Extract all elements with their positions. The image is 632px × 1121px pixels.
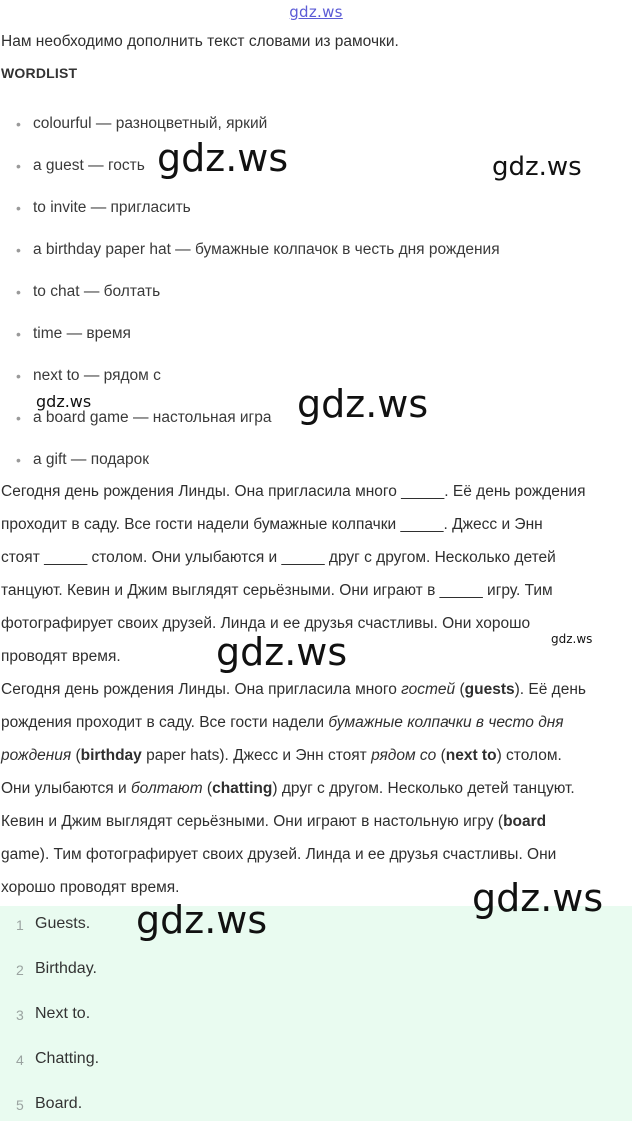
task-text-line: стоят _____ столом. Они улыбаются и _____ друг с другом. Несколько детей — [1, 549, 556, 566]
answer-text: Guests. — [35, 915, 91, 932]
answer-text: Board. — [35, 1095, 83, 1112]
task-instruction: Нам необходимо дополнить текст словами из рамочки. — [1, 33, 399, 50]
watermark: gdz.ws — [157, 136, 289, 180]
wordlist-item-text: next to — рядом с — [33, 367, 161, 384]
bullet-icon: • — [16, 158, 21, 174]
answer-number: 4 — [16, 1052, 24, 1068]
watermark: gdz.ws — [136, 898, 268, 942]
bullet-icon: • — [16, 452, 21, 468]
wordlist-item-text: to chat — болтать — [33, 283, 161, 300]
solution-line: game). Тим фотографирует своих друзей. Линда и ее друзья счастливы. Они — [1, 846, 557, 863]
bullet-icon: • — [16, 326, 21, 342]
wordlist-heading: WORDLIST — [1, 65, 78, 81]
answer-number: 2 — [16, 962, 24, 978]
solution-line: Они улыбаются и болтают (chatting) друг с другом. Несколько детей танцуют. — [1, 780, 575, 797]
wordlist-item-text: to invite — пригласить — [33, 199, 191, 216]
answer-number: 5 — [16, 1097, 24, 1113]
answer-number: 3 — [16, 1007, 24, 1023]
watermark: gdz.ws — [472, 876, 604, 920]
bullet-icon: • — [16, 368, 21, 384]
bullet-icon: • — [16, 284, 21, 300]
task-text-line: Сегодня день рождения Линды. Она пригласила много _____. Её день рождения — [1, 483, 586, 500]
site-link[interactable]: gdz.ws — [289, 3, 343, 21]
wordlist-item-text: time — время — [33, 325, 131, 342]
watermark: gdz.ws — [297, 382, 429, 426]
bullet-icon: • — [16, 410, 21, 426]
watermark: gdz.ws — [36, 392, 92, 411]
solution-line: Кевин и Джим выглядят серьёзными. Они играют в настольную игру (board — [1, 813, 547, 830]
watermark: gdz.ws — [551, 632, 593, 646]
answers-panel — [0, 906, 632, 1121]
solution-line: хорошо проводят время. — [1, 879, 180, 896]
wordlist-item-text: a guest — гость — [33, 157, 145, 174]
wordlist-item-text: a birthday paper hat — бумажные колпачок в честь дня рождения — [33, 241, 500, 258]
answer-text: Chatting. — [35, 1050, 100, 1067]
wordlist-item-text: colourful — разноцветный, яркий — [33, 115, 268, 132]
task-text-line: танцуют. Кевин и Джим выглядят серьёзными. Они играют в _____ игру. Тим — [1, 582, 553, 599]
wordlist-item-text: a gift — подарок — [33, 451, 150, 468]
task-text-line: фотографирует своих друзей. Линда и ее друзья счастливы. Они хорошо — [1, 615, 531, 632]
task-text-line: проводят время. — [1, 648, 121, 665]
watermark: gdz.ws — [216, 630, 348, 674]
wordlist-item-text: a board game — настольная игра — [33, 409, 272, 426]
bullet-icon: • — [16, 116, 21, 132]
task-text-line: проходит в саду. Все гости надели бумажные колпачки _____. Джесс и Энн — [1, 516, 543, 533]
solution-line: Сегодня день рождения Линды. Она пригласила много гостей (guests). Её день — [1, 681, 586, 698]
answer-text: Next to. — [35, 1005, 91, 1022]
answer-number: 1 — [16, 917, 24, 933]
bullet-icon: • — [16, 200, 21, 216]
solution-line: рождения (birthday paper hats). Джесс и Энн стоят рядом со (next to) столом. — [1, 747, 562, 764]
solution-line: рождения проходит в саду. Все гости надели бумажные колпачки в често дня — [1, 714, 564, 731]
bullet-icon: • — [16, 242, 21, 258]
answer-text: Birthday. — [35, 960, 97, 977]
watermark: gdz.ws — [492, 152, 582, 182]
